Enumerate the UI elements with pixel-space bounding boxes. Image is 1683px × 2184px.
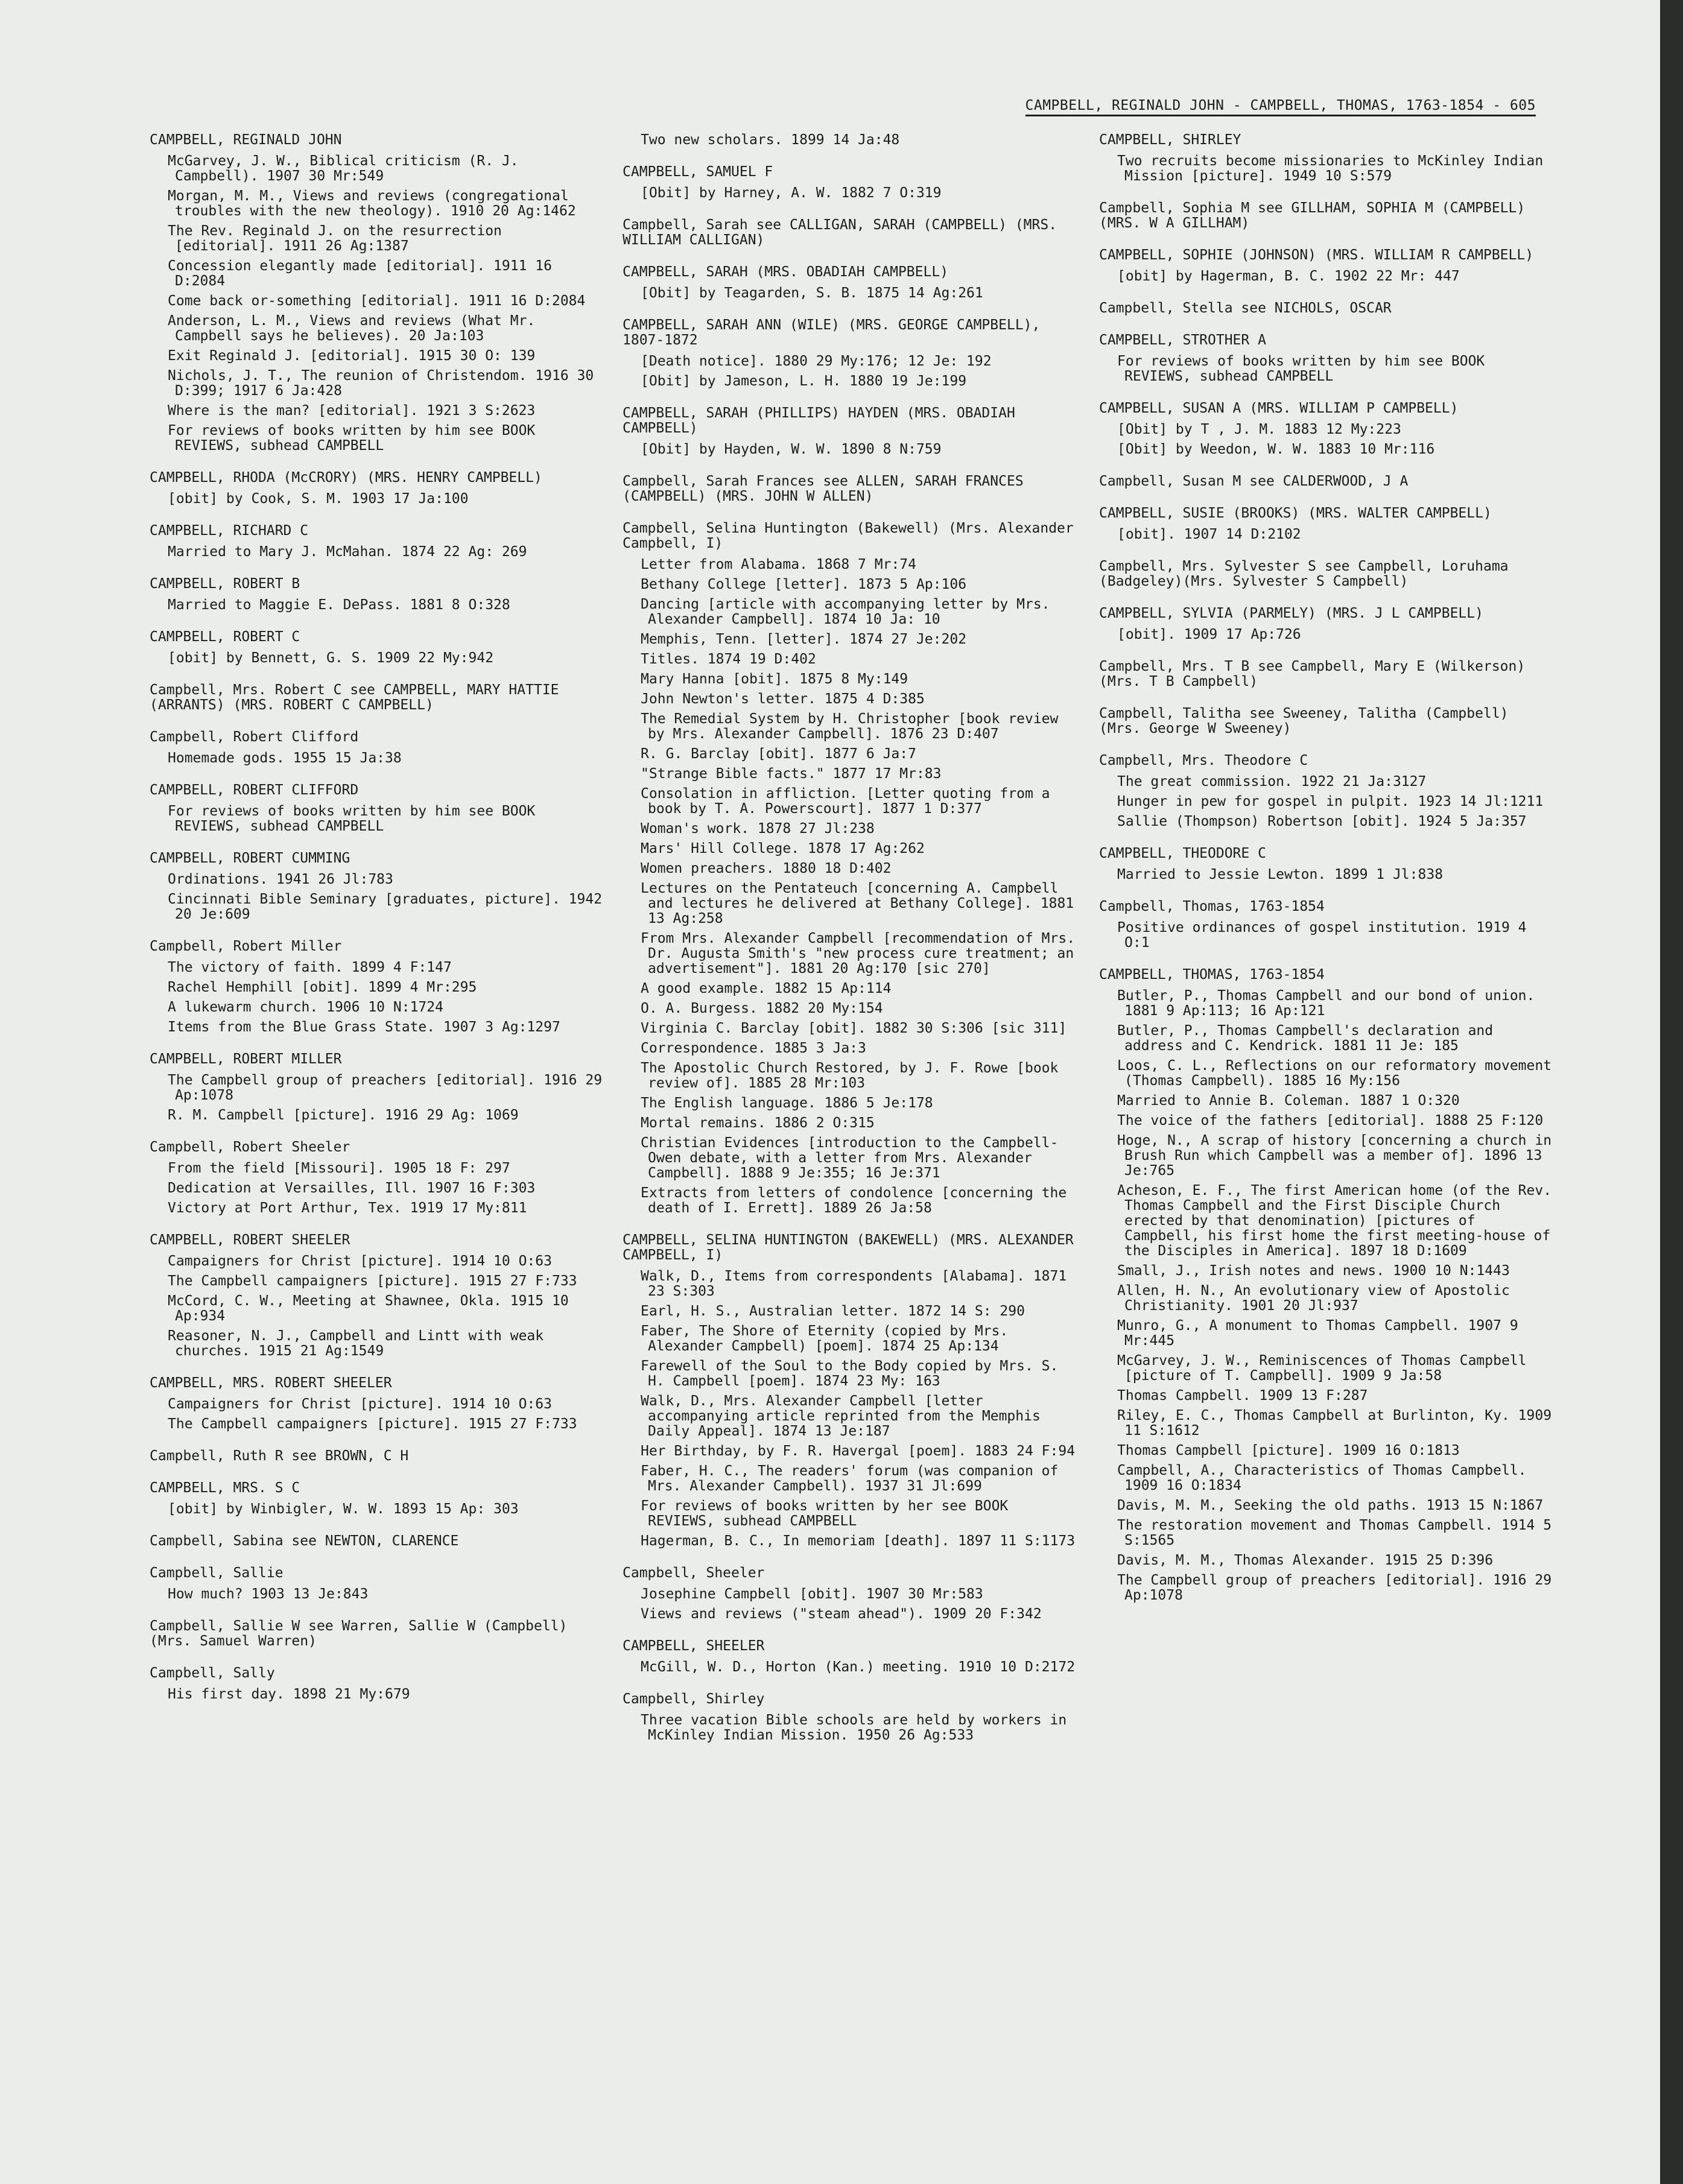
index-entry <box>150 470 608 507</box>
entry-heading: CAMPBELL, SUSAN A (MRS. WILLIAM P CAMPBELL) <box>1099 400 1459 416</box>
entry-reference: Mary Hanna [obit]. 1875 8 My:149 <box>641 671 908 687</box>
entry-reference: Dancing [article with accompanying letter by Mrs. Alexander Campbell]. 1874 10 Ja: 10 <box>641 597 1059 627</box>
entry-heading: CAMPBELL, SAMUEL F <box>623 164 773 180</box>
entry-reference: [Death notice]. 1880 29 My:176; 12 Je: 192 <box>641 353 992 369</box>
entry-heading: CAMPBELL, SARAH (PHILLIPS) HAYDEN (MRS. OBADIAH CAMPBELL) <box>623 405 1024 436</box>
index-entry <box>150 1140 608 1216</box>
entry-reference: Walk, D., Items from correspondents [Alabama]. 1871 23 S:303 <box>641 1268 1076 1299</box>
entry-reference: McGarvey, J. W., Reminiscences of Thomas Campbell [picture of T. Campbell]. 1909 9 Ja:58 <box>1117 1353 1535 1384</box>
entry-reference: Thomas Campbell. 1909 13 F:287 <box>1117 1388 1368 1404</box>
entry-reference: Hunger in pew for gospel in pulpit. 1923 14 Jl:1211 <box>1117 794 1544 809</box>
index-entry <box>150 851 608 922</box>
entry-reference: Virginia C. Barclay [obit]. 1882 30 S:306 [sic 311] <box>641 1021 1067 1036</box>
entry-reference: Morgan, M. M., Views and reviews (congregational troubles with the new theology). 1910 20 Ag:1462 <box>168 188 577 219</box>
entry-reference: For reviews of books written by him see BOOK REVIEWS, subhead CAMPBELL <box>1117 353 1494 384</box>
entry-reference: Consolation in affliction. [Letter quoting from a book by T. A. Powerscourt]. 1877 1 D:377 <box>641 786 1059 817</box>
entry-reference: Acheson, E. F., The first American home (of the Rev. Thomas Campbell and the First Disciple Church erected by that denomination) [pictures of Campbell, his first home the first meeting-house of the Disciples in America]. 1897 18 D:1609 <box>1117 1183 1560 1259</box>
index-entry <box>623 1566 1081 1622</box>
entry-reference: R. M. Campbell [picture]. 1916 29 Ag: 1069 <box>168 1107 519 1123</box>
index-entry <box>1099 753 1558 829</box>
entry-reference: From Mrs. Alexander Campbell [recommendation of Mrs. Dr. Augusta Smith's "new process cure treatment; an advertisement"]. 1881 20 Ag:170 [sic 270] <box>641 931 1083 976</box>
entry-reference: [Obit] by Jameson, L. H. 1880 19 Je:199 <box>641 373 967 389</box>
entry-heading: Campbell, Robert Clifford <box>150 729 359 745</box>
entry-heading: Campbell, Sallie W see Warren, Sallie W (Campbell) (Mrs. Samuel Warren) <box>150 1618 576 1649</box>
entry-reference: Cincinnati Bible Seminary [graduates, picture]. 1942 20 Je:609 <box>168 891 610 922</box>
entry-reference: Positive ordinances of gospel institution. 1919 4 O:1 <box>1117 920 1535 951</box>
entry-heading: Campbell, Susan M see CALDERWOOD, J A <box>1099 473 1409 489</box>
entry-reference: Dedication at Versailles, Ill. 1907 16 F:303 <box>168 1180 536 1196</box>
entry-heading: Campbell, Shirley <box>623 1691 765 1707</box>
entry-reference: The Campbell group of preachers [editorial]. 1916 29 Ap:1078 <box>1117 1572 1560 1603</box>
column-2 <box>623 133 1081 2171</box>
entry-reference: The restoration movement and Thomas Campbell. 1914 5 S:1565 <box>1117 1518 1560 1548</box>
index-entry <box>150 1481 608 1517</box>
entry-reference: For reviews of books written by him see BOOK REVIEWS, subhead CAMPBELL <box>168 803 544 834</box>
entry-heading: Campbell, Stella see NICHOLS, OSCAR <box>1099 300 1392 316</box>
entry-reference: The Campbell group of preachers [editorial]. 1916 29 Ap:1078 <box>168 1072 610 1103</box>
entry-heading: CAMPBELL, ROBERT B <box>150 576 300 592</box>
entry-reference: McCord, C. W., Meeting at Shawnee, Okla. 1915 10 Ap:934 <box>168 1293 577 1324</box>
entry-reference: Her Birthday, by F. R. Havergal [poem]. 1883 24 F:94 <box>641 1443 1076 1459</box>
entry-heading: Campbell, Sarah see CALLIGAN, SARAH (CAMPBELL) (MRS. WILLIAM CALLIGAN) <box>623 217 1065 248</box>
entry-reference: The Apostolic Church Restored, by J. F. Rowe [book review of]. 1885 28 Mr:103 <box>641 1060 1067 1091</box>
entry-reference: Women preachers. 1880 18 D:402 <box>641 861 892 876</box>
entry-reference: Rachel Hemphill [obit]. 1899 4 Mr:295 <box>168 980 477 995</box>
entry-heading: Campbell, Sabina see NEWTON, CLARENCE <box>150 1533 459 1549</box>
index-entry <box>150 1376 608 1432</box>
entry-reference: Josephine Campbell [obit]. 1907 30 Mr:583 <box>641 1586 983 1602</box>
index-entry <box>1099 559 1558 589</box>
entry-heading: CAMPBELL, ROBERT C <box>150 629 300 645</box>
entry-reference: Views and reviews ("steam ahead"). 1909 20 F:342 <box>641 1606 1042 1622</box>
entry-reference: Loos, C. L., Reflections on our reformatory movement (Thomas Campbell). 1885 16 My:156 <box>1117 1058 1560 1089</box>
entry-heading: CAMPBELL, ROBERT SHEELER <box>150 1232 350 1248</box>
index-entry <box>1099 706 1558 736</box>
index-entry <box>150 577 608 613</box>
entry-reference: Campaigners for Christ [picture]. 1914 10 O:63 <box>168 1396 552 1412</box>
entry-reference: Two recruits become missionaries to McKinley Indian Mission [picture]. 1949 10 S:579 <box>1117 153 1552 184</box>
entry-reference: Victory at Port Arthur, Tex. 1919 17 My:811 <box>168 1200 527 1216</box>
entry-reference: [obit]. 1909 17 Ap:726 <box>1117 627 1301 642</box>
entry-heading: Campbell, Ruth R see BROWN, C H <box>150 1448 409 1464</box>
entry-reference: The Campbell campaigners [picture]. 1915 27 F:733 <box>168 1416 577 1432</box>
entry-reference: Extracts from letters of condolence [concerning the death of I. Errett]. 1889 26 Ja:58 <box>641 1185 1076 1216</box>
entry-reference: "Strange Bible facts." 1877 17 Mr:83 <box>641 766 942 782</box>
index-entry <box>150 1052 608 1123</box>
index-entry <box>1099 133 1558 184</box>
index-entry <box>623 521 1081 1216</box>
entry-reference: McGill, W. D., Horton (Kan.) meeting. 1910 10 D:2172 <box>641 1659 1076 1675</box>
entry-reference: Farewell of the Soul to the Body copied by Mrs. S. H. Campbell [poem]. 1874 23 My: 163 <box>641 1358 1067 1389</box>
entry-heading: Campbell, Thomas, 1763-1854 <box>1099 899 1325 914</box>
entry-reference: Come back or-something [editorial]. 1911 16 D:2084 <box>168 293 586 309</box>
entry-reference: Butler, P., Thomas Campbell and our bond of union. 1881 9 Ap:113; 16 Ap:121 <box>1117 988 1544 1019</box>
entry-heading: CAMPBELL, MRS. S C <box>150 1480 300 1496</box>
entry-reference: Correspondence. 1885 3 Ja:3 <box>641 1040 866 1056</box>
index-entry <box>623 1233 1081 1549</box>
entry-reference: [obit]. 1907 14 D:2102 <box>1117 527 1301 542</box>
entry-heading: CAMPBELL, SHIRLEY <box>1099 132 1241 148</box>
index-entry <box>150 939 608 1035</box>
entry-reference: Items from the Blue Grass State. 1907 3 Ag:1297 <box>168 1019 560 1035</box>
index-entry <box>623 265 1081 301</box>
entry-heading: CAMPBELL, MRS. ROBERT SHEELER <box>150 1375 392 1391</box>
index-entry <box>150 1233 608 1359</box>
entry-reference: Munro, G., A monument to Thomas Campbell. 1907 9 Mr:445 <box>1117 1318 1527 1349</box>
entry-reference: The Remedial System by H. Christopher [book review by Mrs. Alexander Campbell]. 1876 23 D:407 <box>641 711 1067 742</box>
entry-reference: For reviews of books written by her see BOOK REVIEWS, subhead CAMPBELL <box>641 1498 1017 1529</box>
entry-heading: Campbell, Sheeler <box>623 1565 765 1581</box>
entry-heading: CAMPBELL, SELINA HUNTINGTON (BAKEWELL) (MRS. ALEXANDER CAMPBELL, I) <box>623 1232 1082 1263</box>
index-entry <box>150 133 608 454</box>
entry-reference: The English language. 1886 5 Je:178 <box>641 1095 933 1111</box>
index-entry <box>150 1449 608 1464</box>
index-entry <box>623 133 1081 148</box>
entry-reference: Lectures on the Pentateuch [concerning A. Campbell and lectures he delivered at Bethany College]. 1881 13 Ag:258 <box>641 881 1083 926</box>
entry-reference: How much? 1903 13 Je:843 <box>168 1586 369 1602</box>
entry-heading: CAMPBELL, SOPHIE (JOHNSON) (MRS. WILLIAM R CAMPBELL) <box>1099 247 1534 263</box>
entry-reference: Married to Annie B. Coleman. 1887 1 O:320 <box>1117 1093 1460 1109</box>
entry-reference: Riley, E. C., Thomas Campbell at Burlinton, Ky. 1909 11 S:1612 <box>1117 1408 1560 1439</box>
entry-reference: O. A. Burgess. 1882 20 My:154 <box>641 1001 883 1016</box>
entry-reference: Hoge, N., A scrap of history [concerning a church in Brush Run which Campbell was a member of]. 1896 13 Je:765 <box>1117 1133 1560 1179</box>
index-entry <box>150 783 608 834</box>
entry-reference: Hagerman, B. C., In memoriam [death]. 1897 11 S:1173 <box>641 1533 1076 1549</box>
index-entry <box>150 1566 608 1602</box>
index-entry <box>623 1639 1081 1675</box>
entry-reference: Thomas Campbell [picture]. 1909 16 O:1813 <box>1117 1443 1460 1458</box>
entry-heading: CAMPBELL, SARAH ANN (WILE) (MRS. GEORGE CAMPBELL), 1807-1872 <box>623 317 1049 348</box>
entry-heading: CAMPBELL, ROBERT CLIFFORD <box>150 782 359 798</box>
entry-reference: Three vacation Bible schools are held by workers in McKinley Indian Mission. 1950 26 Ag:533 <box>641 1712 1076 1743</box>
entry-reference: [obit] by Hagerman, B. C. 1902 22 Mr: 447 <box>1117 268 1460 284</box>
entry-heading: CAMPBELL, STROTHER A <box>1099 332 1266 348</box>
index-entry <box>150 730 608 766</box>
entry-heading: Campbell, Sarah Frances see ALLEN, SARAH FRANCES (CAMPBELL) (MRS. JOHN W ALLEN) <box>623 473 1032 504</box>
entry-reference: Christian Evidences [introduction to the Campbell-Owen debate, with a letter from Mrs. Alexander Campbell]. 1888 9 Je:355; 16 Je:371 <box>641 1135 1059 1181</box>
entry-reference: For reviews of books written by him see BOOK REVIEWS, subhead CAMPBELL <box>168 423 544 454</box>
entry-reference: Letter from Alabama. 1868 7 Mr:74 <box>641 557 916 572</box>
entry-reference: R. G. Barclay [obit]. 1877 6 Ja:7 <box>641 746 916 762</box>
index-entry <box>623 406 1081 457</box>
entry-heading: Campbell, Talitha see Sweeney, Talitha (Campbell) (Mrs. George W Sweeney) <box>1099 706 1517 736</box>
entry-reference: [Obit] by Weedon, W. W. 1883 10 Mr:116 <box>1117 442 1435 457</box>
entry-reference: Married to Mary J. McMahan. 1874 22 Ag: 269 <box>168 544 527 560</box>
entry-heading: CAMPBELL, RICHARD C <box>150 523 309 539</box>
entry-reference: Small, J., Irish notes and news. 1900 10 N:1443 <box>1117 1263 1510 1279</box>
index-entry <box>1099 606 1558 642</box>
entry-reference: Where is the man? [editorial]. 1921 3 S:2623 <box>168 403 536 419</box>
entry-heading: Campbell, Mrs. Theodore C <box>1099 753 1308 768</box>
entry-reference: John Newton's letter. 1875 4 D:385 <box>641 691 925 707</box>
entry-heading: Campbell, Robert Miller <box>150 938 342 954</box>
column-3 <box>1099 133 1558 2171</box>
entry-heading: CAMPBELL, SHEELER <box>623 1638 765 1654</box>
index-entry <box>623 218 1081 248</box>
index-entry <box>150 630 608 666</box>
entry-reference: Ordinations. 1941 26 Jl:783 <box>168 872 393 887</box>
running-header: CAMPBELL, REGINALD JOHN - CAMPBELL, THOMAS, 1763-1854 - 605 <box>1025 98 1536 116</box>
entry-reference: Faber, H. C., The readers' forum (was companion of Mrs. Alexander Campbell). 1937 31 Jl:699 <box>641 1463 1067 1494</box>
index-entry <box>1099 201 1558 231</box>
column-1 <box>150 133 608 2171</box>
entry-reference: [obit] by Cook, S. M. 1903 17 Ja:100 <box>168 491 469 507</box>
entry-reference: Butler, P., Thomas Campbell's declaration and address and C. Kendrick. 1881 11 Je: 185 <box>1117 1023 1501 1054</box>
index-entry <box>150 1619 608 1649</box>
index-entry <box>150 1534 608 1549</box>
entry-reference: The great commission. 1922 21 Ja:3127 <box>1117 774 1427 790</box>
entry-reference: Married to Maggie E. DePass. 1881 8 O:328 <box>168 597 510 613</box>
entry-reference: Exit Reginald J. [editorial]. 1915 30 O: 139 <box>168 348 536 364</box>
entry-reference: [Obit] by T , J. M. 1883 12 My:223 <box>1117 422 1401 437</box>
entry-heading: CAMPBELL, SYLVIA (PARMELY) (MRS. J L CAMPBELL) <box>1099 606 1483 621</box>
entry-heading: CAMPBELL, REGINALD JOHN <box>150 132 342 148</box>
entry-reference: Allen, H. N., An evolutionary view of Apostolic Christianity. 1901 20 Jl:937 <box>1117 1283 1518 1314</box>
entry-reference: Davis, M. M., Thomas Alexander. 1915 25 D:396 <box>1117 1553 1494 1568</box>
entry-reference: [obit] by Winbigler, W. W. 1893 15 Ap: 303 <box>168 1501 519 1517</box>
entry-reference: [obit] by Bennett, G. S. 1909 22 My:942 <box>168 650 494 666</box>
entry-reference: Married to Jessie Lewton. 1899 1 Jl:838 <box>1117 867 1444 882</box>
entry-heading: Campbell, Mrs. Robert C see CAMPBELL, MARY HATTIE (ARRANTS) (MRS. ROBERT C CAMPBELL) <box>150 682 568 713</box>
index-entry <box>623 474 1081 504</box>
entry-reference: [Obit] by Harney, A. W. 1882 7 O:319 <box>641 185 942 201</box>
entry-reference: Concession elegantly made [editorial]. 1911 16 D:2084 <box>168 258 560 289</box>
entry-reference: McGarvey, J. W., Biblical criticism (R. J. Campbell). 1907 30 Mr:549 <box>168 153 527 184</box>
entry-reference: Mars' Hill College. 1878 17 Ag:262 <box>641 841 925 856</box>
entry-heading: Campbell, Sophia M see GILLHAM, SOPHIA M (CAMPBELL) (MRS. W A GILLHAM) <box>1099 200 1534 231</box>
entry-reference: A good example. 1882 15 Ap:114 <box>641 981 892 996</box>
entry-reference: [Obit] by Teagarden, S. B. 1875 14 Ag:261 <box>641 285 983 301</box>
entry-heading: Campbell, Mrs. Sylvester S see Campbell, Loruhama (Badgeley)(Mrs. Sylvester S Campbell) <box>1099 559 1517 589</box>
entry-heading: Campbell, Robert Sheeler <box>150 1139 350 1155</box>
entry-reference: A lukewarm church. 1906 10 N:1724 <box>168 999 443 1015</box>
entry-reference: Faber, The Shore of Eternity (copied by Mrs. Alexander Campbell) [poem]. 1874 25 Ap:134 <box>641 1323 1017 1354</box>
index-entry <box>1099 899 1558 951</box>
index-entry <box>1099 506 1558 542</box>
entry-reference: Woman's work. 1878 27 Jl:238 <box>641 821 875 837</box>
index-entry <box>623 1692 1081 1743</box>
index-entry <box>1099 333 1558 384</box>
entry-reference: Titles. 1874 19 D:402 <box>641 651 816 667</box>
index-entry <box>1099 967 1558 1603</box>
entry-reference: Reasoner, N. J., Campbell and Lintt with weak churches. 1915 21 Ag:1549 <box>168 1328 552 1359</box>
entry-heading: CAMPBELL, THOMAS, 1763-1854 <box>1099 967 1325 983</box>
entry-heading: CAMPBELL, SUSIE (BROOKS) (MRS. WALTER CAMPBELL) <box>1099 505 1492 521</box>
entry-reference: Homemade gods. 1955 15 Ja:38 <box>168 750 402 766</box>
index-entry <box>1099 301 1558 316</box>
scan-edge <box>1660 0 1683 2184</box>
entry-heading: CAMPBELL, RHODA (McCRORY) (MRS. HENRY CAMPBELL) <box>150 470 542 486</box>
index-entry <box>1099 474 1558 489</box>
index-entry <box>623 318 1081 389</box>
entry-reference: [Obit] by Hayden, W. W. 1890 8 N:759 <box>641 442 942 457</box>
entry-heading: Campbell, Sallie <box>150 1565 284 1581</box>
entry-reference: Campbell, A., Characteristics of Thomas Campbell. 1909 16 O:1834 <box>1117 1463 1535 1493</box>
entry-reference: Walk, D., Mrs. Alexander Campbell [letter accompanying article reprinted from the Memphis Daily Appeal]. 1874 13 Je:187 <box>641 1393 1049 1439</box>
entry-reference: Mortal remains. 1886 2 O:315 <box>641 1115 875 1131</box>
entry-reference: Two new scholars. 1899 14 Ja:48 <box>641 132 900 148</box>
index-entry <box>623 165 1081 201</box>
entry-heading: CAMPBELL, ROBERT CUMMING <box>150 850 350 866</box>
entry-reference: Nichols, J. T., The reunion of Christendom. 1916 30 D:399; 1917 6 Ja:428 <box>168 368 603 399</box>
index-entry <box>150 683 608 713</box>
index-entry <box>150 524 608 560</box>
entry-heading: CAMPBELL, SARAH (MRS. OBADIAH CAMPBELL) <box>623 264 949 280</box>
entry-reference: Davis, M. M., Seeking the old paths. 1913 15 N:1867 <box>1117 1498 1544 1513</box>
entry-reference: Memphis, Tenn. [letter]. 1874 27 Je:202 <box>641 631 967 647</box>
entry-heading: Campbell, Mrs. T B see Campbell, Mary E (Wilkerson) (Mrs. T B Campbell) <box>1099 659 1534 689</box>
entry-reference: The voice of the fathers [editorial]. 1888 25 F:120 <box>1117 1113 1544 1128</box>
entry-reference: The Campbell campaigners [picture]. 1915 27 F:733 <box>168 1273 577 1289</box>
entry-heading: CAMPBELL, ROBERT MILLER <box>150 1051 342 1067</box>
entry-heading: CAMPBELL, THEODORE C <box>1099 846 1266 861</box>
entry-reference: Bethany College [letter]. 1873 5 Ap:106 <box>641 577 967 592</box>
entry-reference: Sallie (Thompson) Robertson [obit]. 1924 5 Ja:357 <box>1117 814 1527 829</box>
index-entry <box>1099 248 1558 284</box>
entry-reference: Campaigners for Christ [picture]. 1914 10 O:63 <box>168 1253 552 1269</box>
entry-reference: The victory of faith. 1899 4 F:147 <box>168 960 452 975</box>
entry-reference: His first day. 1898 21 My:679 <box>168 1686 410 1702</box>
entry-reference: The Rev. Reginald J. on the resurrection [editorial]. 1911 26 Ag:1387 <box>168 223 510 254</box>
entry-reference: Earl, H. S., Australian letter. 1872 14 S: 290 <box>641 1303 1025 1319</box>
index-entry <box>1099 846 1558 882</box>
entry-heading: Campbell, Sally <box>150 1665 275 1681</box>
index-entry <box>150 1666 608 1702</box>
index-entry <box>1099 401 1558 457</box>
entry-reference: Anderson, L. M., Views and reviews (What Mr. Campbell says he believes). 20 Ja:103 <box>168 313 544 344</box>
index-entry <box>1099 659 1558 689</box>
entry-heading: Campbell, Selina Huntington (Bakewell) (Mrs. Alexander Campbell, I) <box>623 521 1082 551</box>
entry-reference: From the field [Missouri]. 1905 18 F: 297 <box>168 1160 510 1176</box>
